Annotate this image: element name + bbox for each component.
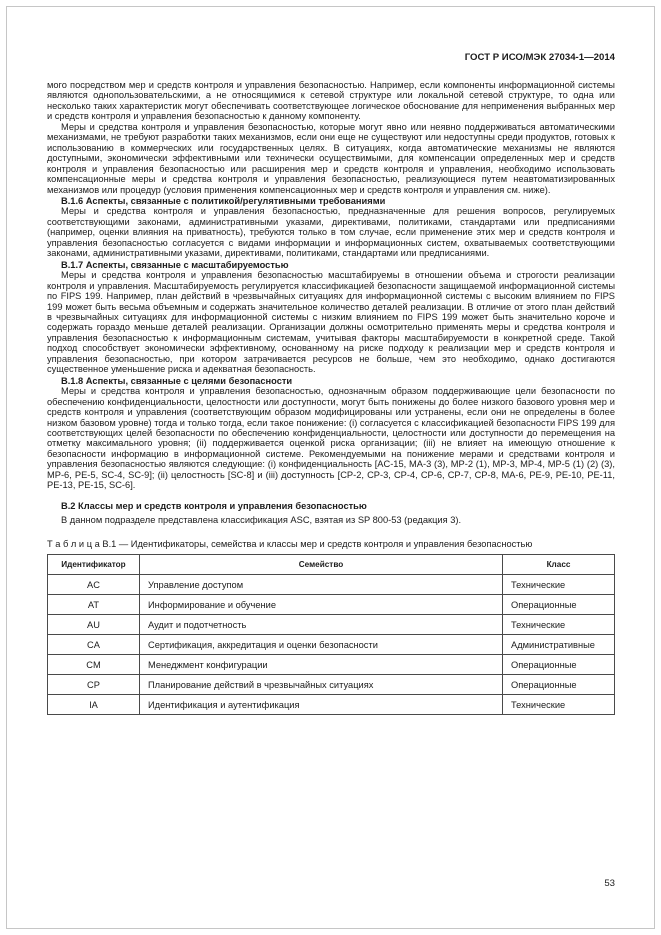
paragraph: Меры и средства контроля и управления безопасностью масштабируемы в отношении объема и строгости реализации контроля и управления. Масштабируемость регулируется классификацией безопасности защищаемой информационной системы по FIPS 199. Например, план действий в чрезвычайных ситуациях для информационной системы с высоким влиянием по FIPS 199 может быть весьма объемным и содержать значительное количество деталей реализации. В отличие от этого план действий в чрезвычайных ситуациях для информационной системы с низким влиянием по FIPS 199 может быть значительно короче и содержать гораздо меньше деталей реализации. Организации должны осмотрительно применять меры и средства контроля и управления безопасностью к информационным системам, учитывая факторы масштабируемости в конкретной среде. Такой подход способствует экономически эффективному, основанному на риске подходу к реализации мер и средств контроля и управления безопасностью, при котором затрачивается ресурсов не больше, чем это необходимо, однако достигаются существенное уменьшение риска и адекватная безопасность. [47, 270, 615, 375]
section-heading-b-1-6: В.1.6 Аспекты, связанные с политикой/регулятивными требованиями [61, 195, 386, 206]
page-content [47, 52, 615, 715]
page-number: 53 [604, 878, 615, 889]
cell-class: Технические [503, 695, 615, 715]
paragraph-continuation: мого посредством мер и средств контроля и управления безопасностью. Например, если компоненты информационной системы являются однопользовательскими, а не относящимися к сетевой структуре или локальной сетевой структуре, то одна или несколько таких характеристик могут обеспечивать соответствующее логическое обоснование для неприменения выбранных мер и средств контроля и управления безопасностью к данному компоненту. [47, 80, 615, 122]
cell-identifier: AU [48, 615, 140, 635]
cell-identifier: IA [48, 695, 140, 715]
table-row [48, 655, 615, 675]
table-row [48, 635, 615, 655]
table-row [48, 615, 615, 635]
paragraph: Меры и средства контроля и управления безопасностью, которые могут явно или неявно поддерживаться автоматическими механизмами, не требуют разработки таких механизмов, если они еще не существуют или недоступны среди продуктов, готовых к использованию в коммерческих или государственных целях. В ситуациях, когда автоматические механизмы не являются доступными, экономически эффективными или технически осуществимыми, для компенсации определенных мер и средств контроля и управления безопасностью или расширения мер и средств контроля и управления, необходимо использовать компенсационные меры и средства контроля и управления безопасностью, реализующиеся путем неавтоматизированных механизмов или процедур (условия применения компенсационных мер и средств контроля и управления см. ниже). [47, 121, 615, 195]
paragraph: В данном подразделе представлена классификация ASC, взятая из SP 800-53 (редакция 3). [61, 515, 462, 526]
cell-class: Технические [503, 575, 615, 595]
cell-identifier: AC [48, 575, 140, 595]
standard-number-header: ГОСТ Р ИСО/МЭК 27034-1—2014 [464, 52, 615, 63]
paragraph: Меры и средства контроля и управления безопасностью, предназначенные для решения вопросов, регулируемых соответствующими законами, административными указами, директивами, политиками, стандартами или предписаниями (например, оценки влияния на приватность), требуются только в том случае, если применение этих мер и средств контроля и управления безопасностью согласуется с видами информации и информационных систем, охватываемых соответствующими законами, административными указами, директивами, политиками, стандартами или предписаниями. [47, 206, 615, 259]
cell-identifier: CM [48, 655, 140, 675]
cell-family: Сертификация, аккредитация и оценки безопасности [140, 635, 503, 655]
column-header-identifier: Идентификатор [48, 555, 140, 575]
cell-identifier: CA [48, 635, 140, 655]
cell-family: Планирование действий в чрезвычайных ситуациях [140, 675, 503, 695]
cell-class: Операционные [503, 655, 615, 675]
table-row [48, 575, 615, 595]
cell-family: Идентификация и аутентификация [140, 695, 503, 715]
cell-class: Технические [503, 615, 615, 635]
table-row [48, 675, 615, 695]
cell-family: Аудит и подотчетность [140, 615, 503, 635]
table-caption: Т а б л и ц а В.1 — Идентификаторы, семейства и классы мер и средств контроля и управления безопасностью [47, 538, 533, 549]
cell-identifier: AT [48, 595, 140, 615]
cell-identifier: CP [48, 675, 140, 695]
cell-family: Управление доступом [140, 575, 503, 595]
section-heading-b-1-7: В.1.7 Аспекты, связанные с масштабируемостью [61, 259, 289, 270]
table-row [48, 595, 615, 615]
cell-class: Операционные [503, 595, 615, 615]
table-row [48, 695, 615, 715]
cell-class: Операционные [503, 675, 615, 695]
column-header-family: Семейство [140, 555, 503, 575]
cell-family: Информирование и обучение [140, 595, 503, 615]
cell-class: Административные [503, 635, 615, 655]
column-header-class: Класс [503, 555, 615, 575]
section-heading-b-1-8: В.1.8 Аспекты, связанные с целями безопасности [61, 375, 293, 386]
paragraph: Меры и средства контроля и управления безопасностью, однозначным образом поддерживающие цели безопасности по обеспечению конфиденциальности, целостности или доступности, могут быть понижены до более низкого базового уровня мер и средств контроля и управления (соответствующим образом модифицированы или устранены, если они не определены в более низком базовом уровне) тогда и только тогда, если такое понижение: (i) согласуется с классификацией безопасности FIPS 199 для соответствующих целей безопасности по обеспечению конфиденциальности, целостности или доступности до перемещения на отметку максимального уровня; (ii) поддерживается оценкой риска организации; (iii) не влияет на имеющую отношение к безопасности информацию в информационной системе. Рекомендуемыми на понижение мерами и средствами контроля и управления безопасностью являются следующие: (i) конфиденциальность [AC-15, MA-3 (3), MP-2 (1), MP-3, MP-4, MP-5 (1) (2) (3), MP-6, PE-5, SC-4, SC-9]; (ii) целостность [SC-8] и (iii) доступность [CP-2, CP-3, CP-4, CP-6, CP-7, CP-8, MA-6, PE-9, PE-10, PE-11, PE-13, PE-15, SC-6]. [47, 386, 615, 491]
cell-family: Менеджмент конфигурации [140, 655, 503, 675]
section-heading-b-2: В.2 Классы мер и средств контроля и управления безопасностью [61, 500, 367, 511]
table-header-row [48, 555, 615, 575]
controls-classes-table [47, 554, 615, 715]
